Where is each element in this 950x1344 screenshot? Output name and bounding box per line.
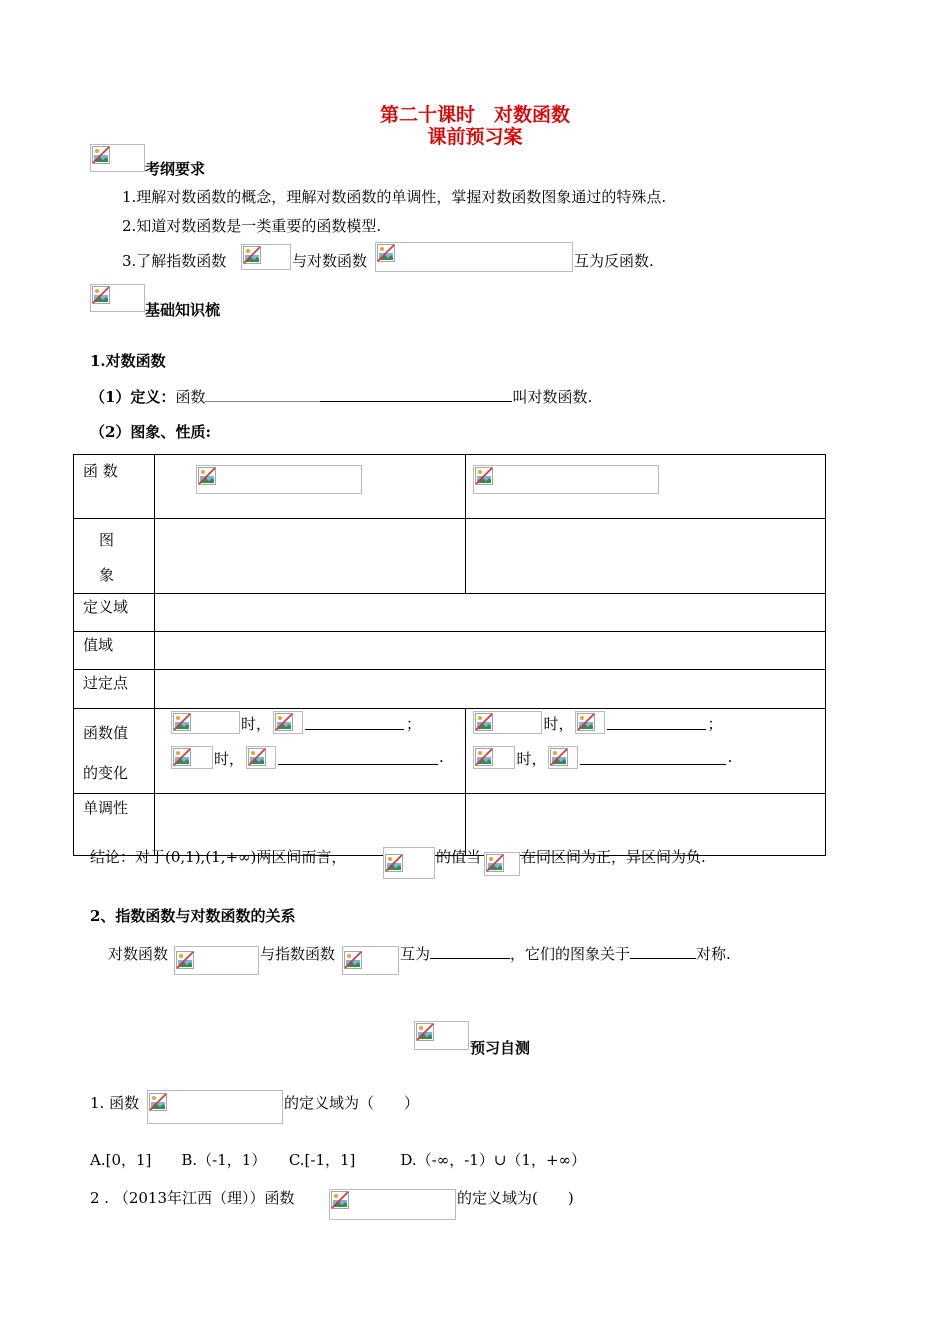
definition-text: 函数 (175, 388, 206, 406)
table-row-label: 图 象 (74, 519, 155, 594)
question-2-text: 2 . （2013年江西（理））函数 (90, 1189, 295, 1207)
requirement-item-3-a: 3.了解指数函数 (122, 252, 227, 270)
relation-text: 对数函数 (108, 945, 169, 963)
broken-image-icon (248, 748, 266, 766)
formula-image (196, 465, 362, 494)
table-cell (154, 455, 466, 519)
formula-image (375, 242, 573, 272)
relation-text: 与指数函数 (260, 945, 336, 963)
table-row-label: 过定点 (74, 670, 155, 709)
relation-heading: 2、指数函数与对数函数的关系 (90, 907, 296, 925)
formula-image (342, 946, 399, 975)
table-row-label: 值域 (74, 632, 155, 670)
broken-image-icon (275, 713, 293, 731)
broken-image-icon (173, 713, 191, 731)
label-text: . (727, 748, 733, 766)
label-text: 时， (543, 715, 574, 733)
formula-image (171, 746, 213, 769)
broken-image-icon (550, 748, 568, 766)
section-image-placeholder (90, 144, 145, 172)
page-subtitle: 课前预习案 (427, 126, 523, 148)
formula-image (174, 946, 259, 975)
table-row-label: 函 数 (74, 455, 155, 519)
broken-image-icon (198, 467, 216, 485)
formula-image (484, 852, 520, 876)
formula-image (241, 244, 291, 270)
formula-image (548, 746, 578, 769)
formula-image (329, 1189, 456, 1220)
broken-image-icon (377, 244, 395, 262)
page-title: 第二十课时 对数函数 (379, 104, 570, 126)
broken-image-icon (416, 1023, 434, 1041)
broken-image-icon (243, 246, 261, 264)
subsection-title: 1.对数函数 (90, 352, 166, 370)
graph-properties-label: （2）图象、性质: (90, 423, 211, 441)
requirement-item-3-b: 与对数函数 (292, 252, 368, 270)
formula-image (273, 711, 303, 734)
formula-image (575, 711, 605, 734)
properties-table (73, 454, 826, 856)
blank-line (607, 715, 706, 730)
blank-line (320, 387, 512, 402)
label-text: . (438, 748, 444, 766)
conclusion-text: 的值当 (436, 848, 482, 866)
formula-image (171, 711, 240, 734)
relation-text: 对称. (696, 945, 731, 963)
question-1-options: A.[0，1] B.（-1，1） C.[-1，1] D.（-∞，-1）∪（1，+∞） (90, 1151, 587, 1169)
table-cell (154, 670, 825, 709)
broken-image-icon (92, 286, 110, 304)
requirements-heading: 考纲要求 (145, 160, 206, 178)
table-row-label: 函数值 的变化 (74, 709, 155, 794)
relation-text: 互为 (400, 945, 431, 963)
blank-line (205, 387, 320, 402)
broken-image-icon (577, 713, 595, 731)
relation-text: ，它们的图象关于 (510, 945, 631, 963)
blank-line (430, 944, 510, 959)
formula-image (473, 465, 659, 494)
label-text: ； (707, 715, 723, 733)
broken-image-icon (331, 1191, 349, 1209)
question-1-text: 的定义域为（ ） (284, 1094, 420, 1112)
broken-image-icon (475, 467, 493, 485)
conclusion-text: 结论：对于(0,1),(1,+∞)两区间而言， (90, 848, 347, 866)
blank-line (630, 944, 696, 959)
table-cell (466, 519, 826, 594)
table-row-label: 单调性 (74, 794, 155, 856)
label-text: 时， (213, 750, 244, 768)
blank-line (305, 715, 404, 730)
broken-image-icon (486, 854, 504, 872)
table-cell (466, 455, 826, 519)
question-1-text: 1. 函数 (90, 1094, 140, 1112)
broken-image-icon (385, 854, 403, 872)
formula-image (473, 746, 515, 769)
broken-image-icon (92, 146, 110, 164)
definition-text-end: 叫对数函数. (512, 388, 593, 406)
table-row-label: 定义域 (74, 594, 155, 632)
broken-image-icon (344, 951, 362, 969)
blank-line (278, 750, 438, 765)
requirement-item-1: 1.理解对数函数的概念，理解对数函数的单调性，掌握对数函数图象通过的特殊点. (122, 188, 667, 206)
formula-image (147, 1090, 283, 1124)
table-cell (154, 709, 466, 794)
table-cell (154, 519, 466, 594)
requirement-item-2: 2.知道对数函数是一类重要的函数模型. (122, 217, 382, 235)
table-cell (466, 709, 826, 794)
definition-label: （1）定义： (90, 388, 176, 406)
label-text: ； (405, 715, 421, 733)
basics-heading: 基础知识梳 (145, 301, 221, 319)
section-image-placeholder (90, 284, 145, 312)
broken-image-icon (173, 748, 191, 766)
label-text: 时， (240, 715, 271, 733)
blank-line (580, 750, 726, 765)
section-image-placeholder (414, 1021, 469, 1050)
selftest-heading: 预习自测 (470, 1039, 531, 1057)
table-cell (154, 632, 825, 670)
broken-image-icon (475, 713, 493, 731)
label-text: 时， (516, 750, 547, 768)
broken-image-icon (149, 1093, 167, 1111)
formula-image (473, 711, 542, 734)
broken-image-icon (475, 748, 493, 766)
conclusion-text: 在同区间为正，异区间为负. (521, 848, 706, 866)
formula-image (246, 746, 276, 769)
broken-image-icon (176, 951, 194, 969)
requirement-item-3-c: 互为反函数. (574, 252, 654, 270)
formula-image (383, 847, 435, 879)
table-cell (154, 594, 825, 632)
question-2-text: 的定义域为( ) (457, 1189, 574, 1207)
